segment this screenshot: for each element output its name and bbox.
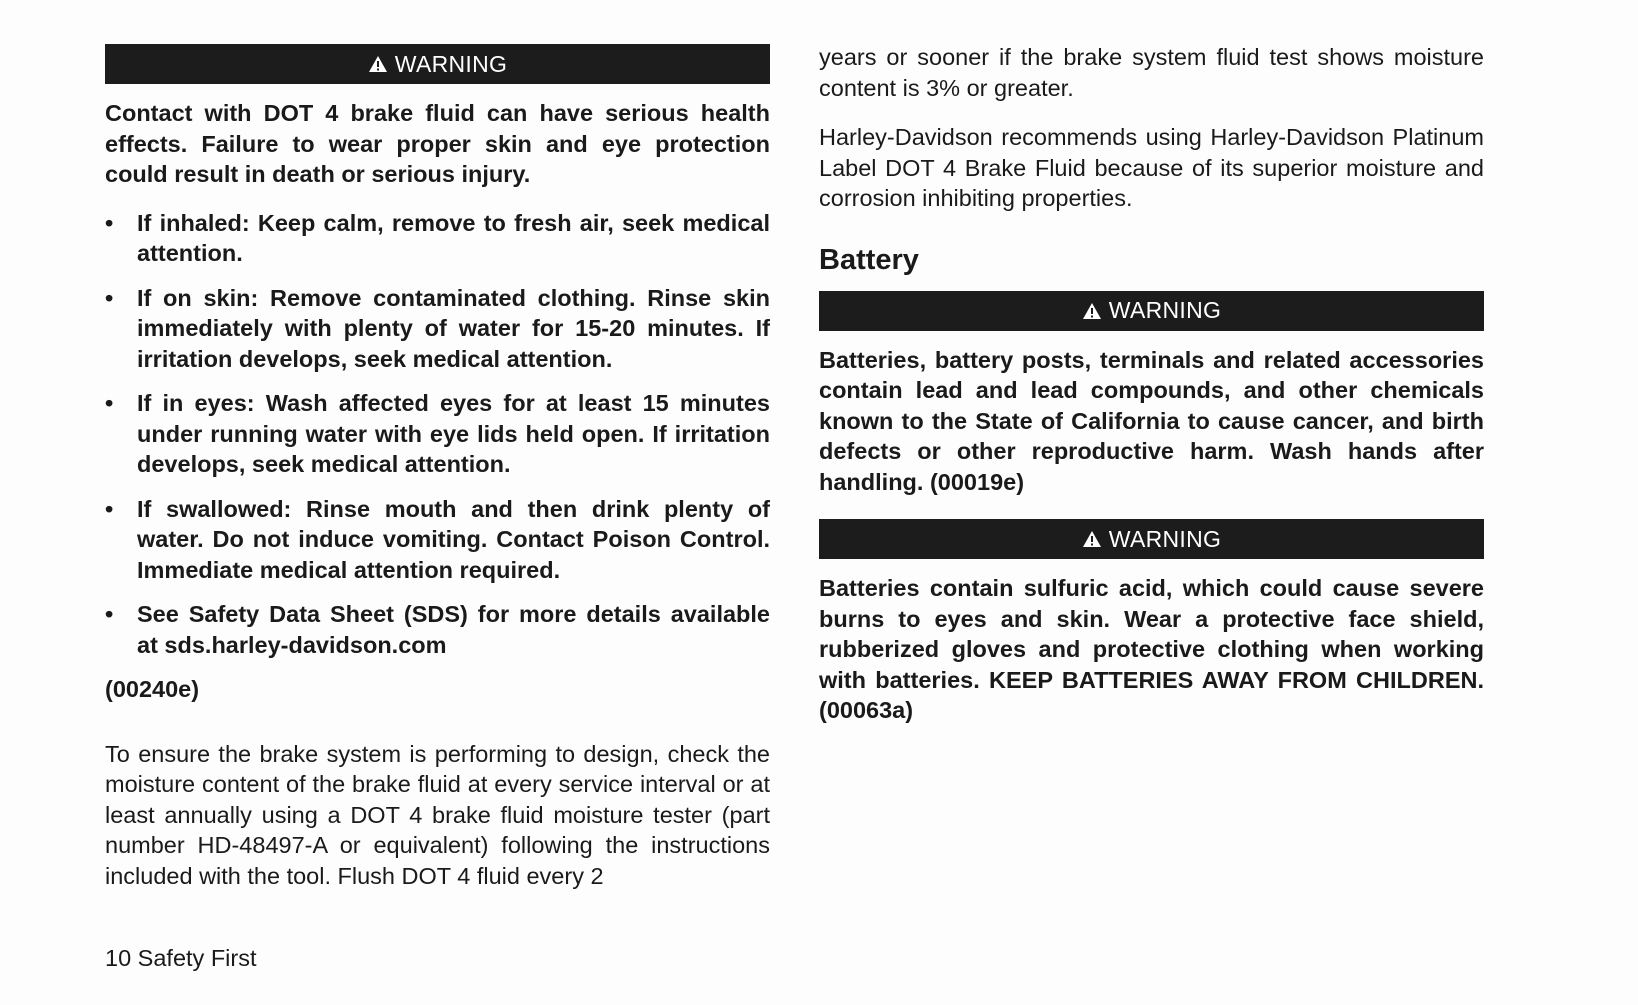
warning-label: WARNING xyxy=(1108,297,1222,323)
warning-banner xyxy=(105,44,770,84)
bullet-text: If in eyes: Wash affected eyes for at least 15 minutes under running water with eye lids held open. If irritation develops, seek medical attention. xyxy=(137,390,770,477)
warning-text-lead: Batteries, battery posts, terminals and related accessories contain lead and lead compounds, and other chemicals known to the State of California to cause cancer, and birth defects or other reproductive harm. Wash hands after handling. (00019e) xyxy=(819,346,1484,495)
warning-triangle-icon xyxy=(1082,530,1102,548)
list-item xyxy=(105,599,770,660)
bullet-marker: • xyxy=(105,390,114,416)
warning-triangle-icon xyxy=(368,55,388,73)
paragraph-continued: years or sooner if the brake system fluid test shows moisture content is 3% or greater. xyxy=(819,44,1484,101)
bullet-text: If inhaled: Keep calm, remove to fresh air, seek medical attention. xyxy=(137,209,770,266)
warning-banner xyxy=(819,291,1484,331)
first-aid-list xyxy=(105,208,770,661)
bullet-marker: • xyxy=(105,601,114,627)
list-item xyxy=(105,283,770,375)
section-heading-battery: Battery xyxy=(819,243,919,276)
list-item xyxy=(105,494,770,586)
warning-text-acid: Batteries contain sulfuric acid, which could cause severe burns to eyes and skin. Wear a protective face shield, rubberized gloves and protective clothing when working with batteries. KEEP BATTERIES AWAY FROM CHILDREN. (00063a) xyxy=(819,575,1484,723)
bullet-marker: • xyxy=(105,209,114,236)
paragraph-recommend: Harley-Davidson recommends using Harley-Davidson Platinum Label DOT 4 Brake Fluid because of its superior moisture and corrosion inhibiting properties. xyxy=(819,124,1484,211)
bullet-text: If swallowed: Rinse mouth and then drink plenty of water. Do not induce vomiting. Contact Poison Control. Immediate medical attention required. xyxy=(137,495,770,583)
bullet-text: If on skin: Remove contaminated clothing. Rinse skin immediately with plenty of water for 15-20 minutes. If irritation develops, seek medical attention. xyxy=(137,284,770,372)
warning-label: WARNING xyxy=(394,50,508,77)
warning-banner xyxy=(819,519,1484,559)
page-footer: 10 Safety First xyxy=(105,945,257,971)
brake-fluid-paragraph: To ensure the brake system is performing to design, check the moisture content of the brake fluid at every service interval or at least annually using a DOT 4 brake fluid moisture tester (part number HD-48497-A or equivalent) following the instructions included with the tool. Flush DOT 4 fluid every 2 xyxy=(105,740,770,889)
bullet-marker: • xyxy=(105,495,114,522)
warning-code: (00240e) xyxy=(105,676,200,702)
left-column xyxy=(105,44,770,891)
list-item xyxy=(105,208,770,269)
warning-triangle-icon xyxy=(1082,302,1102,320)
warning-text: Contact with DOT 4 brake fluid can have serious health effects. Failure to wear proper skin and eye protection could result in death or serious injury. xyxy=(105,100,770,187)
right-column xyxy=(819,42,1484,726)
list-item xyxy=(105,388,770,480)
warning-label: WARNING xyxy=(1108,525,1222,552)
bullet-marker: • xyxy=(105,284,114,311)
bullet-text: See Safety Data Sheet (SDS) for more details available at sds.harley-davidson.com xyxy=(137,601,770,658)
